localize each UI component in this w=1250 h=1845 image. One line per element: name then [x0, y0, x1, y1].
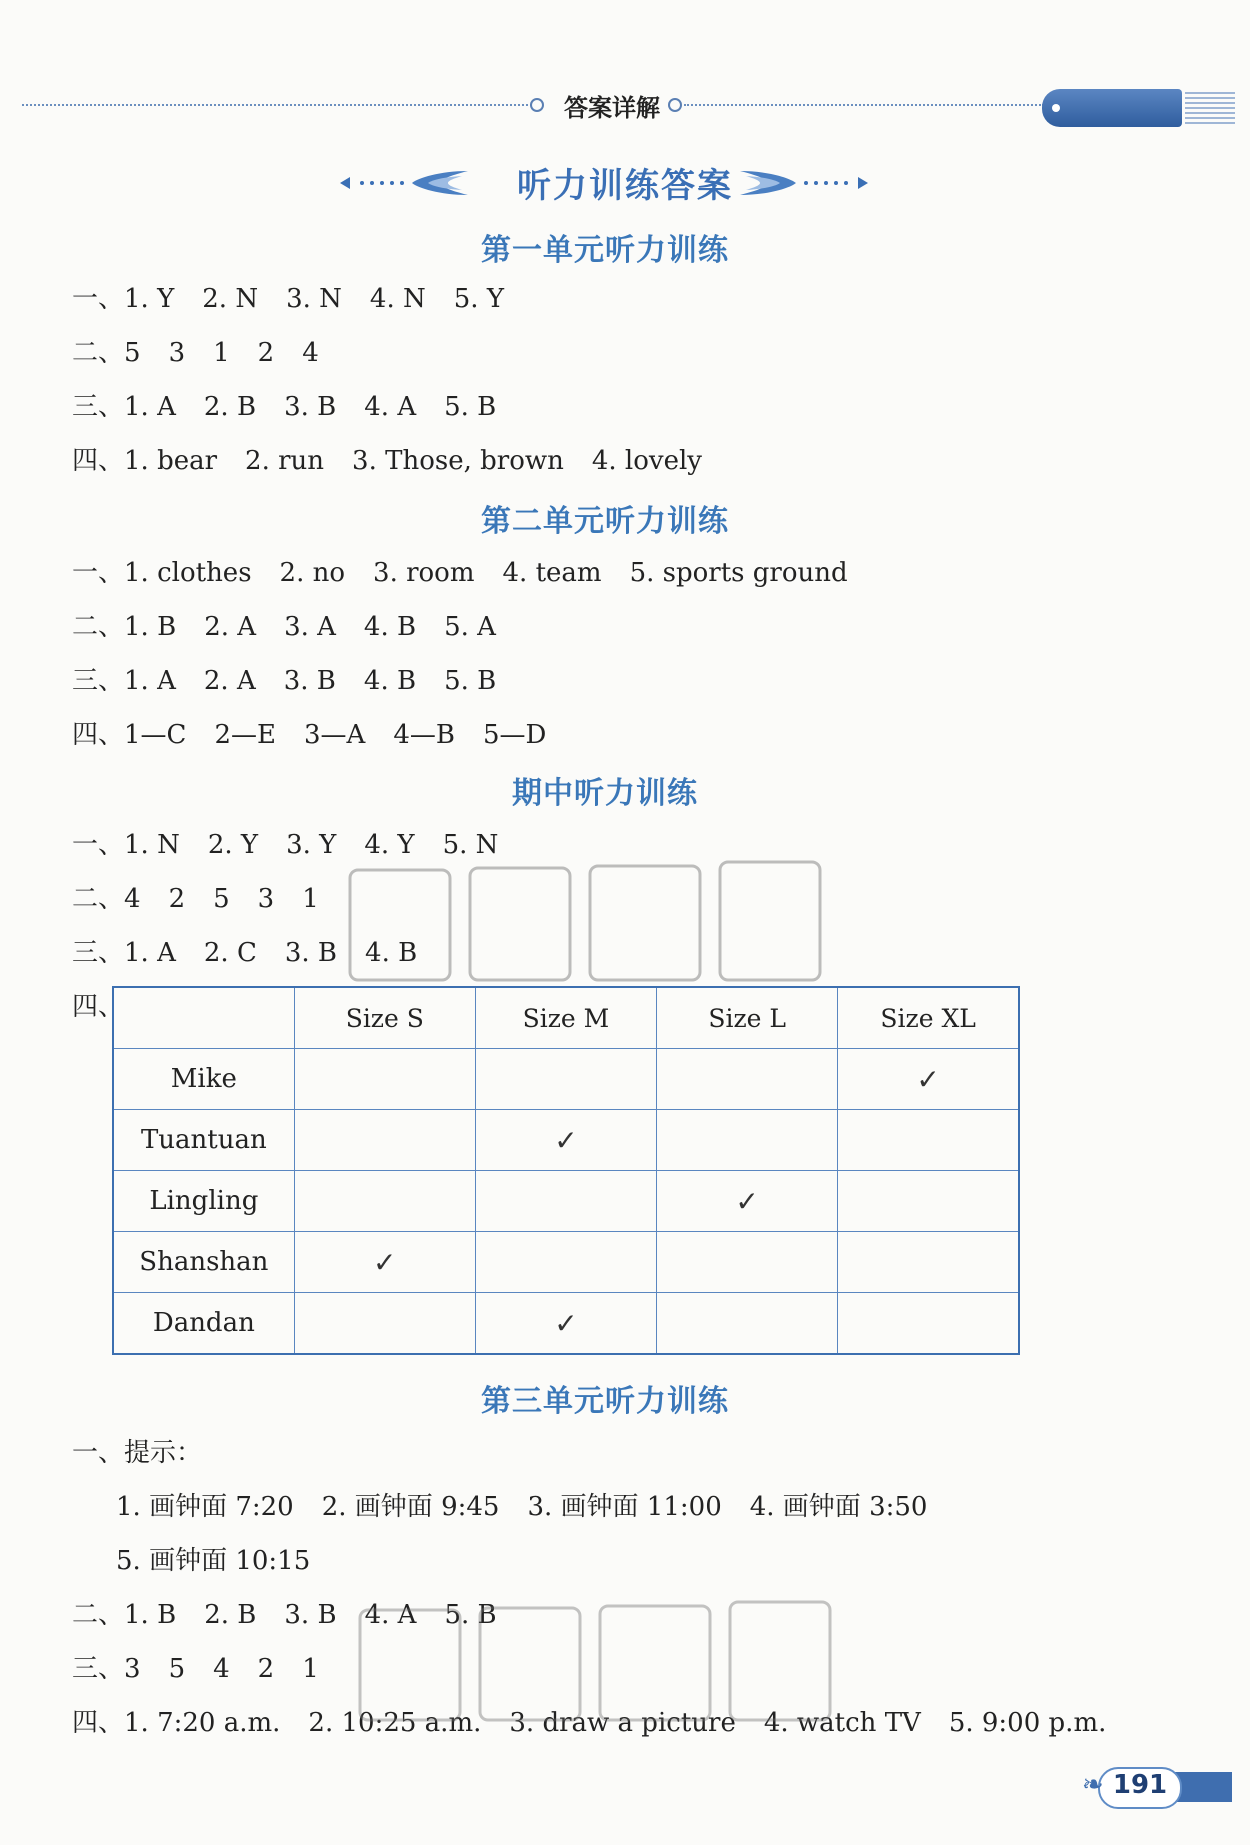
answer-line: 二、4 2 5 3 1 — [72, 884, 319, 914]
row-name: Shanshan — [113, 1232, 294, 1293]
size-cell — [838, 1293, 1019, 1355]
row-name: Tuantuan — [113, 1110, 294, 1171]
size-cell — [294, 1232, 475, 1293]
table-row — [113, 1171, 1019, 1232]
watermark-logo — [340, 850, 840, 1000]
table-header-cell: Size L — [657, 987, 838, 1049]
size-cell — [838, 1049, 1019, 1110]
header-rule-left — [22, 104, 532, 106]
answer-line: 四、1. bear 2. run 3. Those, brown 4. lovely — [72, 446, 702, 476]
watermark-logo — [350, 1590, 850, 1740]
row-name: Dandan — [113, 1293, 294, 1355]
header-stripes — [1185, 92, 1235, 124]
table-row — [113, 1232, 1019, 1293]
answer-line: 三、1. A 2. C 3. B 4. B — [72, 938, 418, 968]
answer-line: 四、 — [72, 992, 125, 1022]
size-cell — [475, 1171, 656, 1232]
table-row — [113, 1110, 1019, 1171]
size-cell — [838, 1232, 1019, 1293]
row-name: Lingling — [113, 1171, 294, 1232]
answer-line: 一、1. Y 2. N 3. N 4. N 5. Y — [72, 284, 504, 314]
answer-line: 一、提示： — [72, 1438, 203, 1468]
section-heading: 第二单元听力训练 — [481, 504, 729, 539]
answer-line: 二、1. B 2. B 3. B 4. A 5. B — [72, 1600, 497, 1630]
row-name: Mike — [113, 1049, 294, 1110]
size-cell — [475, 1049, 656, 1110]
table-header-cell: Size XL — [838, 987, 1019, 1049]
size-cell — [294, 1049, 475, 1110]
size-table — [112, 986, 1020, 1355]
table-header-cell: Size S — [294, 987, 475, 1049]
header-tab-dot — [1052, 104, 1060, 112]
answer-line: 二、1. B 2. A 3. A 4. B 5. A — [72, 612, 496, 642]
size-cell — [294, 1171, 475, 1232]
answer-line: 三、1. A 2. A 3. B 4. B 5. B — [72, 666, 497, 696]
table-row — [113, 1293, 1019, 1355]
leaf-icon: ❧ — [1082, 1770, 1104, 1800]
size-cell — [657, 1293, 838, 1355]
check-mark-icon: ✓ — [916, 1062, 940, 1096]
section-heading: 期中听力训练 — [512, 776, 698, 811]
answer-line: 三、3 5 4 2 1 — [72, 1654, 319, 1684]
page-title: 听力训练答案 — [517, 166, 733, 206]
size-cell — [838, 1110, 1019, 1171]
section-heading: 第三单元听力训练 — [481, 1384, 729, 1419]
size-cell — [294, 1110, 475, 1171]
size-cell — [657, 1232, 838, 1293]
size-cell — [657, 1110, 838, 1171]
answer-line: 二、5 3 1 2 4 — [72, 338, 319, 368]
answer-line: 5. 画钟面 10:15 — [116, 1546, 311, 1576]
check-mark-icon: ✓ — [373, 1245, 397, 1279]
header-title: 答案详解 — [564, 94, 660, 122]
size-cell — [294, 1293, 475, 1355]
answer-line: 三、1. A 2. B 3. B 4. A 5. B — [72, 392, 497, 422]
title-ornament-right — [738, 168, 868, 198]
answer-line: 四、1—C 2—E 3—A 4—B 5—D — [72, 720, 547, 750]
size-cell — [475, 1232, 656, 1293]
check-mark-icon: ✓ — [554, 1306, 578, 1340]
table-header-cell — [113, 987, 294, 1049]
size-cell — [657, 1049, 838, 1110]
answer-line: 一、1. clothes 2. no 3. room 4. team 5. sports ground — [72, 558, 848, 588]
header-tab — [1042, 89, 1182, 127]
check-mark-icon: ✓ — [554, 1123, 578, 1157]
size-cell — [657, 1171, 838, 1232]
header-circle-right — [668, 98, 682, 112]
header-rule-right — [684, 104, 1044, 106]
check-mark-icon: ✓ — [735, 1184, 759, 1218]
size-cell — [475, 1293, 656, 1355]
table-header-cell: Size M — [475, 987, 656, 1049]
size-cell — [475, 1110, 656, 1171]
header-circle-left — [530, 98, 544, 112]
page-number: 191 — [1112, 1770, 1168, 1800]
answer-line: 1. 画钟面 7:20 2. 画钟面 9:45 3. 画钟面 11:00 4. 画钟面 3:50 — [116, 1492, 928, 1522]
size-cell — [838, 1171, 1019, 1232]
section-heading: 第一单元听力训练 — [481, 233, 729, 268]
table-row — [113, 1049, 1019, 1110]
answer-line: 四、1. 7:20 a.m. 2. 10:25 a.m. 3. draw a picture 4. watch TV 5. 9:00 p.m. — [72, 1708, 1107, 1738]
answer-line: 一、1. N 2. Y 3. Y 4. Y 5. N — [72, 830, 499, 860]
